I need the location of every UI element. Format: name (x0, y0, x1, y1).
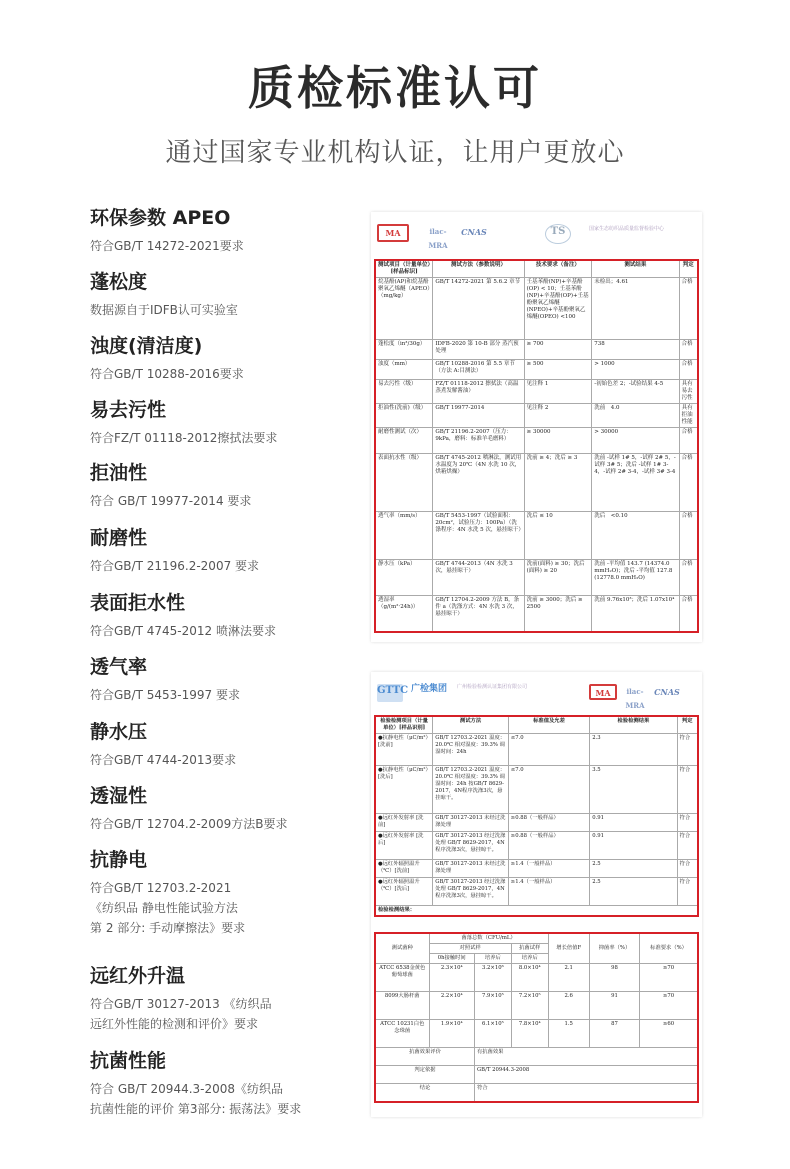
table-row (375, 860, 698, 878)
table-cell: -初始色差 2；-试验结果 4-5 (592, 380, 679, 404)
table-cell: 符合 (677, 832, 698, 860)
item-antistatic (90, 848, 360, 938)
table-cell: GB/T 30127-2013 未经过洗涤处理 (433, 860, 509, 878)
item-desc: 符合GB/T 21196.2-2007 要求 (90, 559, 260, 573)
item-water-repellency (90, 591, 360, 641)
table-cell: 洗前 ≥ 3000；洗后 ≥ 2500 (524, 596, 592, 632)
table-cell: 见注释 1 (524, 380, 592, 404)
table-cell: 2.6 (548, 992, 589, 1020)
col-requirement: 技术要求（备注） (524, 260, 592, 278)
table-row (375, 596, 698, 632)
test-report-1 (371, 212, 702, 642)
table-cell: GB/T 4745-2012 喷淋法，测试用水温度为 20℃（4N 水洗 10 次，烘箱烘燥） (433, 454, 524, 512)
table-row (375, 734, 698, 766)
table-cell: ≥0.88（一般样品） (508, 814, 589, 832)
item-far-infrared (90, 964, 360, 1034)
table-cell: ≥1.4（一般样品） (508, 860, 589, 878)
table-cell: 未检出；4.61 (592, 278, 679, 340)
table-cell: 符合 (677, 860, 698, 878)
item-desc: 符合GB/T 5453-1997 要求 (90, 688, 240, 702)
item-heading: 透湿性 (90, 785, 148, 807)
table-cell: 合格 (679, 560, 698, 596)
table-header-row (375, 260, 698, 278)
item-heading: 蓬松度 (90, 271, 148, 293)
section-title-row (375, 906, 698, 917)
table-header-row (375, 716, 698, 734)
table-cell: ●抗静电性（μC/m²）[洗后] (375, 766, 433, 814)
table-cell: GB/T 12703.2-2021 温度：20.0℃ 相对湿度：39.3% 调湿时间：24h (433, 734, 509, 766)
col-item: 测试项目（计量单位）[样品标识] (375, 260, 433, 278)
table-cell: ≥70 (640, 964, 698, 992)
table-cell: 合格 (679, 512, 698, 560)
table-cell: 合格 (679, 454, 698, 512)
table-cell: 菌落总数（CFU/mL） (429, 933, 548, 944)
table-cell: 易去污性（级） (375, 380, 433, 404)
report-table (374, 259, 699, 633)
table-cell: 合格 (679, 278, 698, 340)
item-turbidity (90, 334, 360, 384)
table-cell: 7.8×10⁴ (511, 1020, 548, 1048)
item-antibacterial (90, 1049, 360, 1119)
item-heading: 易去污性 (90, 399, 167, 421)
report-header (371, 212, 702, 256)
table-cell: 洗前 9.76x10³；洗后 1.07x10⁴ (592, 596, 679, 632)
table-cell: GB/T 12704.2-2009 方法 B，条件 a（洗涤方式：4N 水洗 3 次，悬挂晾干） (433, 596, 524, 632)
table-cell: 标准要求（%） (640, 933, 698, 964)
item-heading: 静水压 (90, 721, 148, 743)
table-cell: GB/T 10288-2016 第 5.5 章节（方法 A:目测法） (433, 360, 524, 380)
table-cell: 符合 (677, 814, 698, 832)
table-cell: 合格 (679, 596, 698, 632)
item-heading: 耐磨性 (90, 527, 148, 549)
item-air-permeability (90, 655, 360, 705)
table-cell: 抑菌率（%） (589, 933, 639, 964)
test-report-2 (371, 672, 702, 1117)
antibacterial-table (374, 932, 699, 1103)
table-cell: 抗菌效果评价 (375, 1048, 474, 1066)
item-desc: 符合GB/T 10288-2016要求 (90, 367, 244, 381)
table-cell: 2.5 (590, 878, 677, 906)
table-cell: ATCC 6538金黄色葡萄球菌 (375, 964, 429, 992)
table-cell: 有抗菌效果 (474, 1048, 698, 1066)
ilac-logo: ilac-MRA (428, 227, 448, 250)
table-cell: 符合 (677, 734, 698, 766)
table-cell: 具有易去污性 (679, 380, 698, 404)
gttc-logo-icon: GTTC (377, 684, 403, 702)
table-cell: 具有拒油性能 (679, 404, 698, 428)
table-row (375, 340, 698, 360)
table-cell: 判定 (677, 716, 698, 734)
table-row (375, 964, 698, 992)
table-cell: ●远红外辐照温升（℃）[洗前] (375, 860, 433, 878)
table-cell: 表面抗水性（级） (375, 454, 433, 512)
table-cell: 6.1×10⁵ (474, 1020, 511, 1048)
table-cell: > 30000 (592, 428, 679, 454)
table-cell: IDFB-2020 第 10-B 部分 蒸汽预处理 (433, 340, 524, 360)
table-cell: 合格 (679, 340, 698, 360)
item-heading: 远红外升温 (90, 965, 186, 987)
item-abrasion (90, 526, 360, 576)
table-cell: 洗后 <0.10 (592, 512, 679, 560)
table-cell: 壬基苯酚(NP)+辛基酚(OP) < 10；壬基苯酚(NP)+辛基酚(OP)+壬基酚聚氧乙烯醚(NPEO)+辛基酚聚氧乙烯醚(OPEO) <100 (524, 278, 592, 340)
table-cell: GB/T 12703.2-2021 温度：20.0℃ 相对湿度：39.3% 调湿时间：24h 按GB/T 8629-2017，4N程序洗涤3次，悬挂晾干。 (433, 766, 509, 814)
table-cell: 洗前 ≥ 4；洗后 ≥ 3 (524, 454, 592, 512)
table-cell: 对照试样 (429, 944, 511, 954)
table-cell: 洗前 -平均值 143.7 (14374.0 mmH₂O)；洗后 -平均值 127.8 (12778.0 mmH₂O) (592, 560, 679, 596)
item-desc: 符合 GB/T 19977-2014 要求 (90, 494, 252, 508)
table-row (375, 454, 698, 512)
report-table (374, 715, 699, 917)
item-desc: 符合GB/T 12703.2-2021 《纺织品 静电性能试验方法 第 2 部分: 手动摩擦法》要求 (90, 881, 246, 935)
item-hydrostatic (90, 720, 360, 770)
table-cell: GB/T 4744-2013（4N 水洗 3 次，悬挂晾干） (433, 560, 524, 596)
col-verdict: 判定 (679, 260, 698, 278)
table-cell: GB/T 20944.3-2008 (474, 1066, 698, 1084)
table-cell: 培养后 (474, 954, 511, 964)
col-result: 测试结果 (592, 260, 679, 278)
table-cell: 透湿率（g/(m²·24h)） (375, 596, 433, 632)
table-cell: GB/T 21196.2-2007（压力：9kPa，磨料：标准羊毛磨料） (433, 428, 524, 454)
table-row (375, 360, 698, 380)
table-row (375, 1048, 698, 1066)
table-cell: ●远红外发射率 [洗前] (375, 814, 433, 832)
table-cell: ≥1.4（一般样品） (508, 878, 589, 906)
table-cell: 透气率（mm/s） (375, 512, 433, 560)
table-row (375, 1020, 698, 1048)
item-heading: 抗菌性能 (90, 1050, 167, 1072)
table-cell: 测试方法 (433, 716, 509, 734)
table-cell: 合格 (679, 428, 698, 454)
table-cell: FZ/T 01118-2012 擦拭法（高温蒸煮发解酱油） (433, 380, 524, 404)
table-cell: GB/T 30127-2013 未经过洗涤处理 (433, 814, 509, 832)
table-row (375, 1066, 698, 1084)
page-title: 质检标准认可 (248, 61, 542, 115)
item-heading: 拒油性 (90, 462, 148, 484)
item-heading: 透气率 (90, 656, 148, 678)
table-cell: 8099大肠杆菌 (375, 992, 429, 1020)
table-cell: 3.2×10⁶ (474, 964, 511, 992)
table-cell: 结论 (375, 1084, 474, 1102)
table-cell: GB/T 19977-2014 (433, 404, 524, 428)
table-cell: 7.2×10⁵ (511, 992, 548, 1020)
table-row (375, 766, 698, 814)
table-cell: 测试菌种 (375, 933, 429, 964)
table-cell: 见注释 2 (524, 404, 592, 428)
table-cell: 7.9×10⁵ (474, 992, 511, 1020)
table-cell: 2.1 (548, 964, 589, 992)
cma-logo: MA (377, 224, 409, 242)
table-cell: 0.91 (590, 832, 677, 860)
item-heading: 环保参数 APEO (90, 207, 231, 229)
table-cell: ●抗静电性（μC/m²）[洗前] (375, 734, 433, 766)
table-header-row (375, 933, 698, 944)
table-cell: ●远红外辐照温升（℃）[洗后] (375, 878, 433, 906)
table-cell: 检验检测项目（计量单位）[样品识别] (375, 716, 433, 734)
item-heading: 表面拒水性 (90, 592, 186, 614)
item-oil-repellency (90, 461, 360, 511)
item-heading: 抗静电 (90, 849, 148, 871)
table-row (375, 512, 698, 560)
table-cell: 738 (592, 340, 679, 360)
table-cell: > 1000 (592, 360, 679, 380)
table-cell: 3.5 (590, 766, 677, 814)
item-desc: 符合GB/T 4744-2013要求 (90, 753, 237, 767)
cnas-logo: CNAS (461, 227, 487, 237)
table-cell: 拒油性(洗前)（级） (375, 404, 433, 428)
table-cell: 2.2×10⁴ (429, 992, 474, 1020)
ilac-logo: ilac-MRA (625, 687, 645, 710)
table-cell: 98 (589, 964, 639, 992)
table-cell: 0h接触时间 (429, 954, 474, 964)
table-cell: 符合 (677, 878, 698, 906)
table-cell: 检验检测结果： (375, 906, 698, 917)
table-row (375, 560, 698, 596)
org-name: 国家生态纺织品质量监督检验中心 (589, 226, 665, 232)
item-heading: 浊度(清洁度) (90, 335, 203, 357)
table-row (375, 1084, 698, 1102)
table-row (375, 814, 698, 832)
table-cell: ≥70 (640, 992, 698, 1020)
cma-logo: MA (589, 684, 617, 700)
table-row (375, 404, 698, 428)
table-cell: 1.9×10⁴ (429, 1020, 474, 1048)
report-header (371, 672, 702, 716)
table-cell: ≥60 (640, 1020, 698, 1048)
table-cell: 洗前(面料) ≥ 30；洗后(面料) ≥ 20 (524, 560, 592, 596)
table-row (375, 428, 698, 454)
table-cell: 抗菌试样 (511, 944, 548, 954)
item-desc: 符合FZ/T 01118-2012擦拭法要求 (90, 431, 278, 445)
table-cell: 2.5 (590, 860, 677, 878)
table-cell: 87 (589, 1020, 639, 1048)
table-cell: ≥0.88（一般样品） (508, 832, 589, 860)
table-cell: 蓬松度（in³/30g） (375, 340, 433, 360)
table-cell: 判定依据 (375, 1066, 474, 1084)
item-desc: 符合 GB/T 20944.3-2008《纺织品 抗菌性能的评价 第3部分: 振荡法》要求 (90, 1082, 302, 1116)
item-apeo (90, 206, 360, 256)
table-row (375, 278, 698, 340)
table-cell: 耐磨性测试（次） (375, 428, 433, 454)
table-cell: ATCC 10231白色念珠菌 (375, 1020, 429, 1048)
table-cell: 培养后 (511, 954, 548, 964)
table-cell: 0.91 (590, 814, 677, 832)
table-cell: ≥ 30000 (524, 428, 592, 454)
table-cell: GB/T 30127-2013 经过洗涤处理 GB/T 8629-2017，4N程序洗涤3次，悬挂晾干。 (433, 878, 509, 906)
brand-name: 广检集团 (410, 684, 447, 694)
table-row (375, 878, 698, 906)
table-cell: 检验检测结果 (590, 716, 677, 734)
table-cell: GB/T 5453-1997（试验面积：20cm²，试验压力：100Pa）（洗涤程序：4N 水洗 5 次，悬挂晾干） (433, 512, 524, 560)
item-soil-release (90, 398, 360, 448)
table-row (375, 832, 698, 860)
table-cell: 2.3×10⁴ (429, 964, 474, 992)
page-subtitle: 通过国家专业机构认证，让用户更放心 (165, 138, 625, 168)
table-cell: 静水压（kPa） (375, 560, 433, 596)
table-row (375, 380, 698, 404)
org-name: 广州检验检测认证集团有限公司 (457, 684, 528, 690)
table-cell: 烷基酚(AP)和烷基酚聚氧乙烯醚（APEO）（mg/kg） (375, 278, 433, 340)
table-cell: 洗后 ≤ 10 (524, 512, 592, 560)
col-method: 测试方法（参数说明） (433, 260, 524, 278)
table-cell: ≤7.0 (508, 734, 589, 766)
item-desc: 符合GB/T 4745-2012 喷淋法要求 (90, 624, 276, 638)
table-cell: 浊度（mm） (375, 360, 433, 380)
table-row (375, 992, 698, 1020)
table-cell: ≤7.0 (508, 766, 589, 814)
table-cell: 8.0×10⁴ (511, 964, 548, 992)
table-cell: GB/T 30127-2013 经过洗涤处理 GB/T 8629-2017，4N程序洗涤3次，悬挂晾干。 (433, 832, 509, 860)
table-cell: 合格 (679, 360, 698, 380)
table-cell: 2.3 (590, 734, 677, 766)
table-cell: 洗前 4.0 (592, 404, 679, 428)
table-cell: ≥ 700 (524, 340, 592, 360)
item-desc: 符合GB/T 14272-2021要求 (90, 239, 244, 253)
table-cell: 标准值及允差 (508, 716, 589, 734)
item-desc: 符合GB/T 30127-2013 《纺织品 远红外性能的检测和评价》要求 (90, 997, 272, 1031)
table-cell: 增长倍值F (548, 933, 589, 964)
table-cell: 洗前 -试样 1# 5，-试样 2# 5，-试样 3# 5；洗后 -试样 1# 3-4，-试样 2# 3-4，-试样 3# 3-4 (592, 454, 679, 512)
table-cell: GB/T 14272-2021 第 5.6.2 章节 (433, 278, 524, 340)
table-cell: ●远红外发射率 [洗后] (375, 832, 433, 860)
item-desc: 符合GB/T 12704.2-2009方法B要求 (90, 817, 288, 831)
table-cell: 1.5 (548, 1020, 589, 1048)
table-cell: 符合 (474, 1084, 698, 1102)
table-cell: ≥ 500 (524, 360, 592, 380)
cnas-logo: CNAS (654, 687, 680, 697)
item-fill-power (90, 270, 360, 320)
item-desc: 数据源自于IDFB认可实验室 (90, 303, 238, 317)
table-cell: 符合 (677, 766, 698, 814)
table-cell: 91 (589, 992, 639, 1020)
testing-seal-icon: TS (545, 224, 571, 244)
item-moisture-permeability (90, 784, 360, 834)
